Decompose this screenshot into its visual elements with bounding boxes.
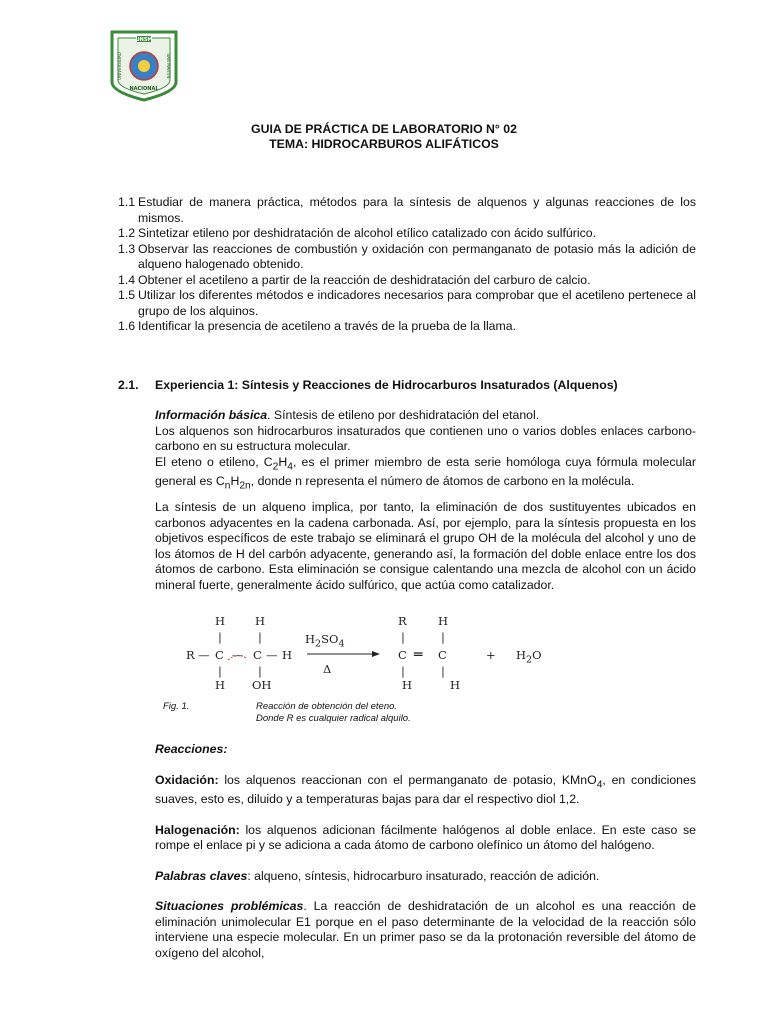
figure-label: Fig. 1. [163,701,190,712]
objective-item: 1.3 Observar las reacciones de combustión y oxidación con permanganato de potasio más la adición de alqueno halogenado obtenido. [118,241,696,271]
heat-symbol: Δ [323,662,332,676]
section-number: 2.1. [118,378,139,392]
section-title: Experiencia 1: Síntesis y Reacciones de Hidrocarburos Insaturados (Alquenos) [155,378,618,392]
atom-c: C [438,648,447,662]
atom-c: C [215,648,224,662]
atom-h: H [215,678,226,692]
bond-double: ═ [414,647,423,663]
objective-item: 1.5 Utilizar los diferentes métodos e indicadores necesarios para comprobar que el acetileno pertenece al grupo de los alquinos. [118,288,696,318]
objective-item: 1.1 Estudiar de manera práctica, métodos para la síntesis de alquenos y algunas reacciones de los mismos. [118,195,696,225]
bond-vertical: | [218,630,222,644]
atom-h: H [282,648,293,662]
objective-item: 1.2 Sintetizar etileno por deshidratación de alcohol etílico catalizado con ácido sulfúrico. [118,226,596,240]
info-paragraph-3: La síntesis de un alqueno implica, por tanto, la eliminación de dos sustituyentes ubicados en carbonos adyacentes en la cadena carbonada. Así, por ejemplo, para la síntesis propuesta en los objetivos específicos de este trabajo se eliminará el grupo OH de la molécula del alcohol y uno de los átomos de H del carbón adyacente, generando así, la formación del doble enlace entre los dos átomos de carbono. Esta eliminación se consigue calentando una mezcla de alcohol con un ácido mineral fuerte, generalmente ácido sulfúrico, que actúa como catalizador. [155,500,696,592]
info-paragraph-2: El eteno o etileno, $C_2H_4$, es el primer miembro de esta serie homóloga cuya fórmula molecular general es $C_nH_{2n}$, donde n representa el número de átomos de carbono en la molécula. [155,454,696,492]
bond-vertical: | [401,630,405,644]
logo-left-text: UNIVERSIDAD [117,52,122,80]
bond-vertical: | [258,630,262,644]
atom-h: H [215,614,226,628]
bond-vertical: | [441,664,445,678]
keywords-paragraph: Palabras claves: alqueno, síntesis, hidrocarburo insaturado, reacción de adición. [155,868,600,883]
info-paragraph-1: Los alquenos son hidrocarburos insaturados que contienen uno o varios dobles enlaces carbono-carbono en su estructura molecular. [155,423,696,453]
bond-single: — [198,648,210,662]
document-title: GUIA DE PRÁCTICA DE LABORATORIO N° 02 [251,122,517,136]
reagent-label: $H_2SO_4$ [305,632,345,650]
bond-vertical: | [441,630,445,644]
atom-h: H [450,678,461,692]
bond-vertical: | [218,664,222,678]
atom-h: H [255,614,266,628]
document-subtitle: TEMA: HIDROCARBUROS ALIFÁTICOS [269,137,499,151]
objective-item: 1.6 Identificar la presencia de acetileno a través de la prueba de la llama. [118,319,517,333]
atom-h: H [402,678,413,692]
atom-r: R [398,614,407,628]
reaction-arrow-head [372,651,380,657]
reactions-block [155,742,696,961]
atom-c: C [398,648,407,662]
bond-single: — [266,648,278,662]
info-block: Información básica. Síntesis de etileno por deshidratación del etanol. Los alquenos son hidrocarburos insaturados que contienen uno o varios dobles enlaces carbono-carbono en su estructura molecular. El eteno o etileno, $C_2H_4$, es el primer miembro de esta serie homóloga cuya fórmula molecular general es $C_nH_{2n}$, donde n representa el número de átomos de carbono en la molécula. [155,408,696,494]
group-oh: OH [252,678,272,692]
halogenation-paragraph: Halogenación: los alquenos adicionan fácilmente halógenos al doble enlace. En este caso se rompe el enlace pi y se adiciona a cada átomo de carbono olefínico un átomo del halógeno. [155,822,696,853]
info-label: Información básica [155,408,268,422]
logo-bottom-text: NACIONAL [129,86,159,92]
water-product: $H_2O$ [516,648,542,666]
university-logo [106,30,182,102]
bond-single: — [232,648,244,662]
objective-item: 1.4 Obtener el acetileno a partir de la reacción de deshidratación del carburo de calcio. [118,272,591,287]
atom-c: C [253,648,262,662]
plus-sign: + [486,648,496,662]
oxidation-paragraph: Oxidación: los alquenos reaccionan con el permanganato de potasio, KMnO$_4$, en condiciones suaves, esto es, diluido y a temperaturas bajas para dar el respectivo diol 1,2. [155,772,696,807]
logo-right-text: SAN MARTIN [166,53,171,79]
elimination-arc [228,655,246,660]
reactions-heading: Reacciones: [155,742,228,756]
figure-caption-line2: Donde R es cualquier radical alquilo. [256,713,411,724]
problem-situations-paragraph: Situaciones problémicas. La reacción de deshidratación de un alcohol es una reacción de eliminación unimolecular E1 porque en el paso determinante de la velocidad de la reacción sólo interviene una especie molecular. En un primer paso se da la protonación reversible del átomo de oxígeno del alcohol, [155,899,696,960]
bond-vertical: | [401,664,405,678]
logo-top-text: UNSM [135,37,153,43]
figure-caption-line1: Reacción de obtención del eteno. [256,701,398,712]
atom-h: H [438,614,449,628]
objectives-list [118,195,696,335]
atom-r: R [186,648,195,662]
bond-vertical: | [258,664,262,678]
